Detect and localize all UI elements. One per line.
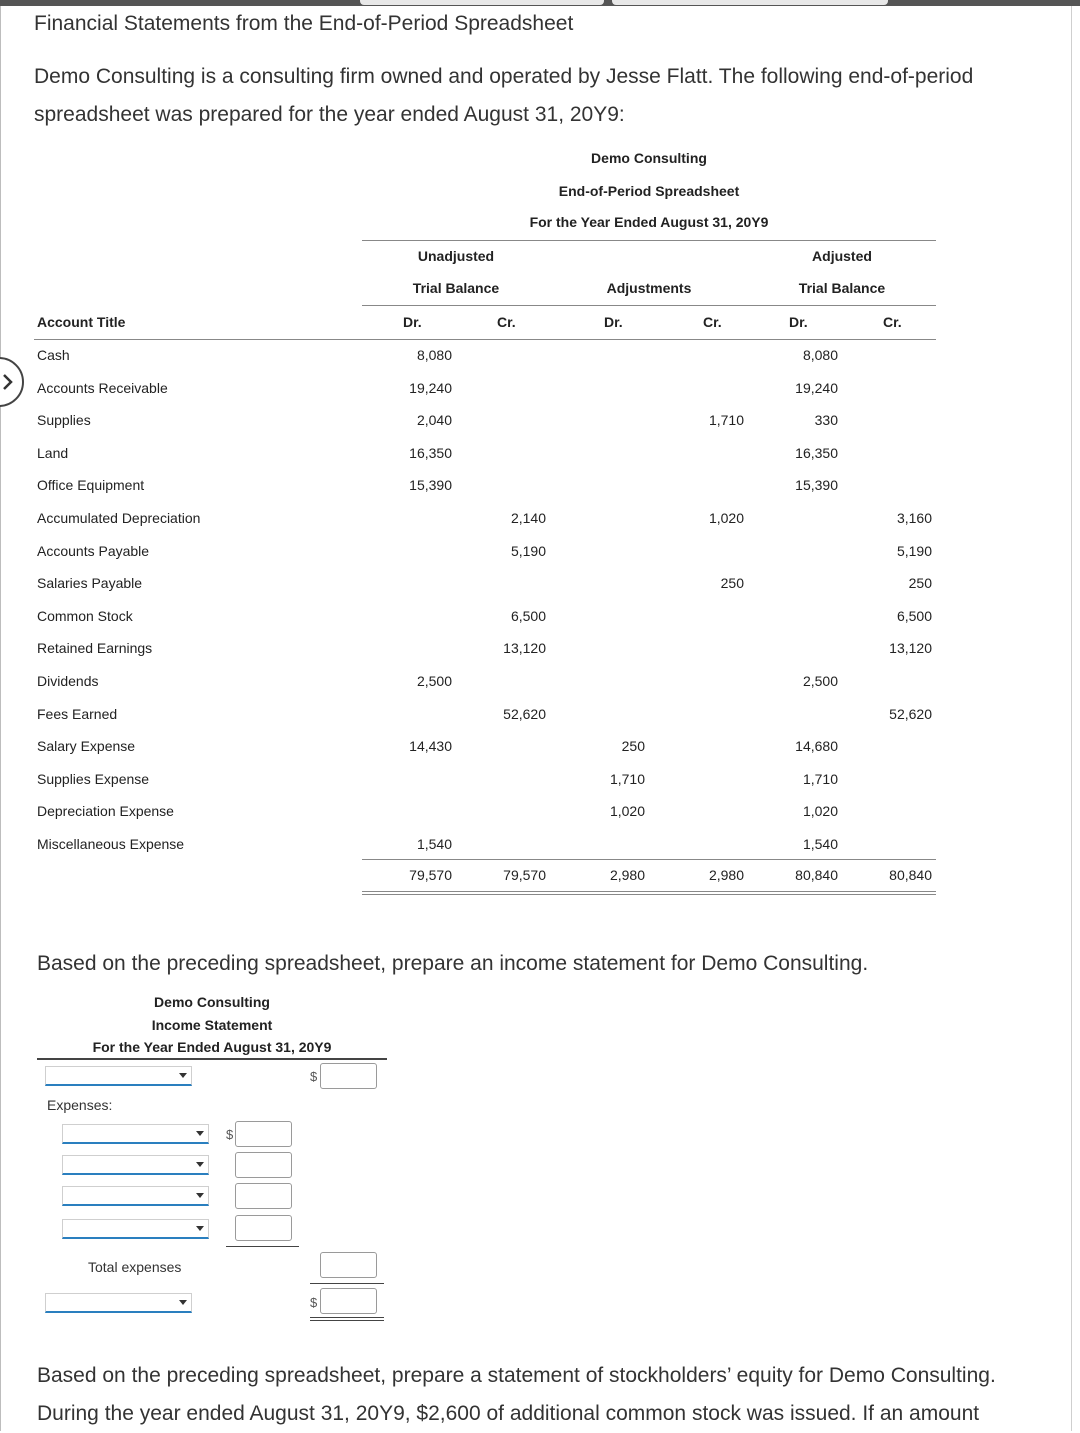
cell-atb-dr: 1,710 [802, 771, 838, 787]
account-title: Office Equipment [37, 477, 145, 493]
total-tb-dr: 79,570 [409, 867, 452, 883]
is-company: Demo Consulting [154, 994, 270, 1010]
total-expenses-label: Total expenses [88, 1259, 182, 1275]
account-title-header: Account Title [37, 314, 126, 330]
expense-amount-input-2[interactable] [235, 1152, 292, 1178]
cell-atb-cr: 6,500 [896, 608, 932, 624]
cell-atb-dr: 8,080 [802, 347, 838, 363]
cell-atb-cr: 250 [908, 575, 932, 591]
left-border [0, 6, 1, 1431]
cell-tb-cr: 5,190 [510, 543, 546, 559]
account-title: Fees Earned [37, 706, 118, 722]
spreadsheet-period: For the Year Ended August 31, 20Y9 [529, 214, 769, 230]
chevron-down-icon [196, 1131, 204, 1136]
revenue-account-select[interactable] [45, 1066, 192, 1086]
cell-atb-dr: 19,240 [795, 380, 838, 396]
account-title: Land [37, 445, 69, 461]
expense-account-select-1[interactable] [62, 1124, 209, 1144]
double-rule [362, 891, 936, 892]
expense-amount-input-1[interactable] [235, 1121, 292, 1147]
net-income-double-rule [310, 1320, 384, 1321]
account-title: Dividends [37, 673, 99, 689]
account-title: Accumulated Depreciation [37, 510, 201, 526]
chevron-right-icon [2, 373, 14, 391]
chevron-down-icon [196, 1226, 204, 1231]
cell-adj-dr: 1,710 [609, 771, 645, 787]
total-rule [362, 859, 936, 860]
expenses-label: Expenses: [47, 1097, 113, 1113]
is-period: For the Year Ended August 31, 20Y9 [92, 1039, 332, 1055]
account-title: Supplies [37, 412, 91, 428]
top-tab[interactable] [360, 0, 604, 5]
cell-adj-cr: 1,710 [708, 412, 744, 428]
col-header-cr: Cr. [883, 314, 902, 330]
total-tb-cr: 79,570 [503, 867, 546, 883]
trial-balance-header: Trial Balance [412, 280, 500, 296]
cell-atb-cr: 13,120 [889, 640, 932, 656]
chevron-down-icon [179, 1300, 187, 1305]
cell-adj-cr: 1,020 [708, 510, 744, 526]
cell-atb-dr: 330 [814, 412, 838, 428]
cell-tb-dr: 19,240 [409, 380, 452, 396]
account-title: Miscellaneous Expense [37, 836, 185, 852]
total-expenses-input[interactable] [320, 1252, 377, 1278]
cell-tb-cr: 52,620 [503, 706, 546, 722]
col-header-dr: Dr. [403, 314, 422, 330]
total-atb-dr: 80,840 [795, 867, 838, 883]
cell-tb-cr: 6,500 [510, 608, 546, 624]
header-rule [362, 240, 936, 241]
total-adj-dr: 2,980 [609, 867, 645, 883]
cell-atb-cr: 5,190 [896, 543, 932, 559]
spreadsheet-company: Demo Consulting [591, 150, 707, 166]
col-header-dr: Dr. [789, 314, 808, 330]
cell-tb-cr: 13,120 [503, 640, 546, 656]
account-title: Depreciation Expense [37, 803, 174, 819]
cell-tb-dr: 15,390 [409, 477, 452, 493]
net-income-double-rule [310, 1317, 384, 1318]
total-adj-cr: 2,980 [708, 867, 744, 883]
unadjusted-header: Unadjusted [417, 248, 495, 264]
cell-tb-dr: 14,430 [409, 738, 452, 754]
expense-account-select-3[interactable] [62, 1186, 209, 1206]
cell-atb-dr: 1,540 [802, 836, 838, 852]
account-title: Cash [37, 347, 70, 363]
cell-adj-dr: 250 [621, 738, 645, 754]
is-header-rule [37, 1058, 387, 1060]
expense-amount-input-4[interactable] [235, 1215, 292, 1241]
cell-atb-dr: 2,500 [802, 673, 838, 689]
adjusted-trial-balance-header: Trial Balance [798, 280, 886, 296]
cell-adj-dr: 1,020 [609, 803, 645, 819]
intro-paragraph: Demo Consulting is a consulting firm owned and operated by Jesse Flatt. The following end-of-period spreadsheet was prepared for the year ended August 31, 20Y9: [34, 65, 974, 126]
total-atb-cr: 80,840 [889, 867, 932, 883]
is-title: Income Statement [151, 1017, 273, 1033]
cell-tb-dr: 2,500 [416, 673, 452, 689]
total-expenses-rule [310, 1283, 384, 1284]
cell-tb-dr: 1,540 [416, 836, 452, 852]
prev-nav-button[interactable] [0, 357, 24, 407]
spreadsheet-title: End-of-Period Spreadsheet [558, 183, 740, 199]
cell-atb-cr: 52,620 [889, 706, 932, 722]
adjustments-header: Adjustments [606, 280, 692, 296]
cell-atb-dr: 1,020 [802, 803, 838, 819]
account-title: Salaries Payable [37, 575, 143, 591]
chevron-down-icon [179, 1073, 187, 1078]
revenue-amount-input[interactable] [320, 1063, 377, 1089]
cell-atb-dr: 15,390 [795, 477, 838, 493]
net-income-input[interactable] [320, 1288, 377, 1314]
account-title: Accounts Receivable [37, 380, 168, 396]
equity-question: Based on the preceding spreadsheet, prepare a statement of stockholders’ equity for Demo Consulting. During the year ended August 31, 20Y9, $2,600 of additional common stock was issued. If an amount [37, 1364, 996, 1425]
account-title: Retained Earnings [37, 640, 153, 656]
cell-tb-dr: 16,350 [409, 445, 452, 461]
cell-atb-dr: 16,350 [795, 445, 838, 461]
col-header-dr: Dr. [604, 314, 623, 330]
col-header-cr: Cr. [497, 314, 516, 330]
top-tab[interactable] [612, 0, 888, 5]
cell-atb-cr: 3,160 [896, 510, 932, 526]
dollar-sign: $ [310, 1069, 318, 1084]
dollar-sign: $ [226, 1127, 234, 1142]
cell-adj-cr: 250 [720, 575, 744, 591]
income-question: Based on the preceding spreadsheet, prepare an income statement for Demo Consulting. [37, 952, 869, 975]
right-border [1071, 6, 1072, 1431]
expense-account-select-4[interactable] [62, 1219, 209, 1239]
net-income-select[interactable] [45, 1293, 192, 1313]
expense-account-select-2[interactable] [62, 1155, 209, 1175]
account-title: Supplies Expense [37, 771, 150, 787]
account-title: Common Stock [37, 608, 133, 624]
double-rule [362, 894, 936, 895]
cell-atb-dr: 14,680 [795, 738, 838, 754]
header-rule [34, 339, 936, 340]
chevron-down-icon [196, 1193, 204, 1198]
section-title: Financial Statements from the End-of-Period Spreadsheet [34, 12, 574, 35]
cell-tb-dr: 2,040 [416, 412, 452, 428]
adjusted-header: Adjusted [812, 248, 872, 264]
account-title: Accounts Payable [37, 543, 150, 559]
expenses-subtotal-rule [226, 1246, 299, 1247]
chevron-down-icon [196, 1162, 204, 1167]
cell-tb-cr: 2,140 [510, 510, 546, 526]
col-header-cr: Cr. [703, 314, 722, 330]
header-rule [362, 305, 936, 306]
expense-amount-input-3[interactable] [235, 1183, 292, 1209]
dollar-sign: $ [310, 1295, 318, 1310]
account-title: Salary Expense [37, 738, 136, 754]
cell-tb-dr: 8,080 [416, 347, 452, 363]
